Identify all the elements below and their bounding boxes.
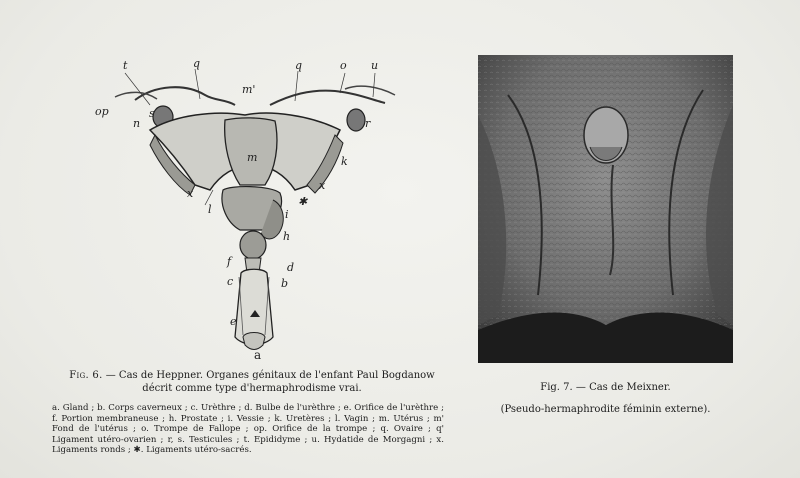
label-x-right: x <box>319 179 326 192</box>
figure-6-legend: a. Gland ; b. Corps caverneux ; c. Urèthre ; d. Bulbe de l'urèthre ; e. Orifice de l'urèthre ; f. Portion membraneuse ; h. Prostate ; i. Vessie ; k. Uretères ; l. Vagin ; m. Utérus ; m' Fond de l'utérus ; o. Trompe de Fallope ; op. Orifice de la trompe ; q. Ovaire ; q' Ligament utéro-ovarien ; r, s. Testicules ; t. Epididyme ; u. Hydatide de Morgagni ; x. Ligaments ronds ; ✱. Ligaments utéro-sacrés. <box>52 403 444 455</box>
figure-7-image <box>478 55 733 363</box>
label-star: ✱ <box>298 195 308 208</box>
label-s: s <box>149 107 155 120</box>
label-b: b <box>281 277 289 290</box>
figure-7-subtitle: (Pseudo-hermaphrodite féminin externe). <box>500 404 711 415</box>
label-r: r <box>365 117 371 130</box>
label-m-prime: m' <box>242 83 256 96</box>
label-h: h <box>283 230 291 243</box>
figure-7-title: — Cas de Meixner. <box>575 382 671 393</box>
label-d: d <box>287 261 295 274</box>
label-q-prime: q <box>295 59 303 72</box>
label-n: n <box>133 117 141 130</box>
label-x-left: x <box>187 187 194 200</box>
label-k: k <box>341 155 348 168</box>
figure-7-caption <box>478 381 733 394</box>
label-f: f <box>227 255 232 268</box>
label-c: c <box>227 275 234 288</box>
figure-6-title-line1: — Cas de Heppner. Organes génitaux de l'enfant Paul Bogdanow <box>105 370 435 381</box>
label-t: t <box>123 59 128 72</box>
figure-6-title-line2: décrit comme type d'hermaphrodisme vrai. <box>142 383 362 394</box>
label-e: e <box>230 315 237 328</box>
figure-6-caption <box>52 369 452 395</box>
label-m: m <box>247 151 258 164</box>
label-q: q <box>193 57 201 70</box>
figure-6-illustration <box>95 55 410 365</box>
figure-7-number: Fig. 7. <box>540 382 573 393</box>
label-u: u <box>371 59 379 72</box>
label-a: a <box>254 348 262 362</box>
label-l: l <box>208 203 212 216</box>
label-op: op <box>95 105 109 118</box>
label-o: o <box>340 59 347 72</box>
figure-6-number: Fig. 6. <box>69 370 103 381</box>
figure-7-photograph <box>478 55 733 363</box>
figure-6-drawing <box>95 55 410 365</box>
label-i: i <box>285 208 289 221</box>
